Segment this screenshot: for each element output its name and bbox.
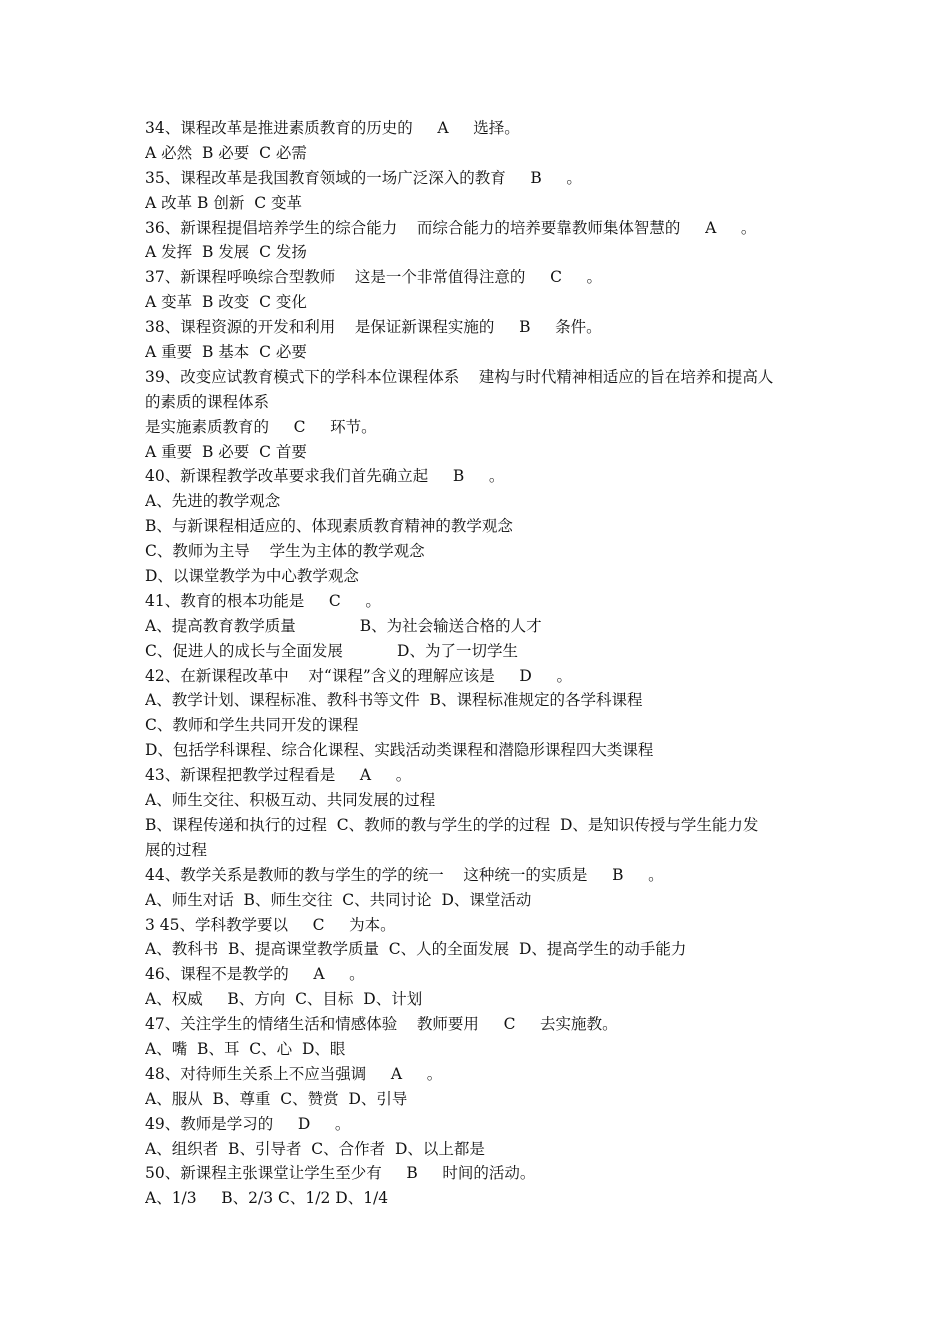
text-line: 39、改变应试教育模式下的学科本位课程体系 建构与时代精神相适应的旨在培养和提高人 [145,367,774,386]
text-line: 49、教师是学习的 D 。 [145,1114,351,1133]
text-line: 44、教学关系是教师的教与学生的学的统一 这种统一的实质是 B 。 [145,865,664,884]
text-line: 46、课程不是教学的 A 。 [145,965,365,984]
text-line: 36、新课程提倡培养学生的综合能力 而综合能力的培养要靠教师集体智慧的 A 。 [145,218,757,237]
text-line: D、包括学科课程、综合化课程、实践活动类课程和潜隐形课程四大类课程 [145,741,654,760]
text-line: A、服从 B、尊重 C、赞赏 D、引导 [145,1089,408,1108]
text-line: 3 45、学科教学要以 C 为本。 [145,915,396,934]
text-line: 35、课程改革是我国教育领域的一场广泛深入的教育 B 。 [145,168,582,187]
text-line: 41、教育的根本功能是 C 。 [145,591,381,610]
text-line: 34、课程改革是推进素质教育的历史的 A 选择。 [145,119,520,137]
text-line: A 发挥 B 发展 C 发扬 [145,243,307,262]
text-line: 40、新课程教学改革要求我们首先确立起 B 。 [145,467,505,486]
text-line: A 重要 B 必要 C 首要 [145,442,307,461]
text-line: 47、关注学生的情绪生活和情感体验 教师要用 C 去实施教。 [145,1015,618,1034]
text-line: A、组织者 B、引导者 C、合作者 D、以上都是 [145,1139,485,1158]
text-line: 37、新课程呼唤综合型教师 这是一个非常值得注意的 C 。 [145,268,603,287]
text-line: C、促进人的成长与全面发展 D、为了一切学生 [145,641,518,660]
text-line: A、师生对话 B、师生交往 C、共同讨论 D、课堂活动 [145,890,532,909]
text-line: 50、新课程主张课堂让学生至少有 B 时间的活动。 [145,1164,536,1183]
text-line: A 必然 B 必要 C 必需 [145,143,307,162]
text-line: 38、课程资源的开发和利用 是保证新课程实施的 B 条件。 [145,318,602,337]
text-line: A、权威 B、方向 C、目标 D、计划 [145,990,423,1009]
text-line: B、课程传递和执行的过程 C、教师的教与学生的学的过程 D、是知识传授与学生能力发 [145,815,759,834]
text-line: A、教学计划、课程标准、教科书等文件 B、课程标准规定的各学科课程 [145,691,643,710]
text-line: C、教师为主导 学生为主体的教学观念 [145,542,425,561]
text-line: 48、对待师生关系上不应当强调 A 。 [145,1064,443,1083]
text-line: A、先进的教学观念 [145,492,281,511]
text-line: B、与新课程相适应的、体现素质教育精神的教学观念 [145,517,513,536]
text-line: D、以课堂教学为中心教学观念 [145,567,359,586]
text-line: A 重要 B 基本 C 必要 [145,343,307,362]
text-line: 是实施素质教育的 C 环节。 [145,417,377,436]
text-line: 42、在新课程改革中 对“课程”含义的理解应该是 D 。 [145,666,572,685]
text-line: A、提高教育教学质量 B、为社会输送合格的人才 [145,616,542,635]
text-line: C、教师和学生共同开发的课程 [145,716,359,735]
text-line: A、1/3 B、2/3 C、1/2 D、1/4 [145,1189,389,1208]
text-line: A、师生交往、积极互动、共同发展的过程 [145,791,436,810]
text-line: A、教科书 B、提高课堂教学质量 C、人的全面发展 D、提高学生的动手能力 [145,940,687,959]
text-line: 展的过程 [145,840,208,859]
text-line: A 变革 B 改变 C 变化 [145,293,307,312]
text-line: A 改革 B 创新 C 变革 [145,193,303,212]
text-line: 43、新课程把教学过程看是 A 。 [145,766,412,785]
document-body [145,116,815,1211]
text-line: 的素质的课程体系 [145,392,270,411]
text-line: A、嘴 B、耳 C、心 D、眼 [145,1039,346,1058]
